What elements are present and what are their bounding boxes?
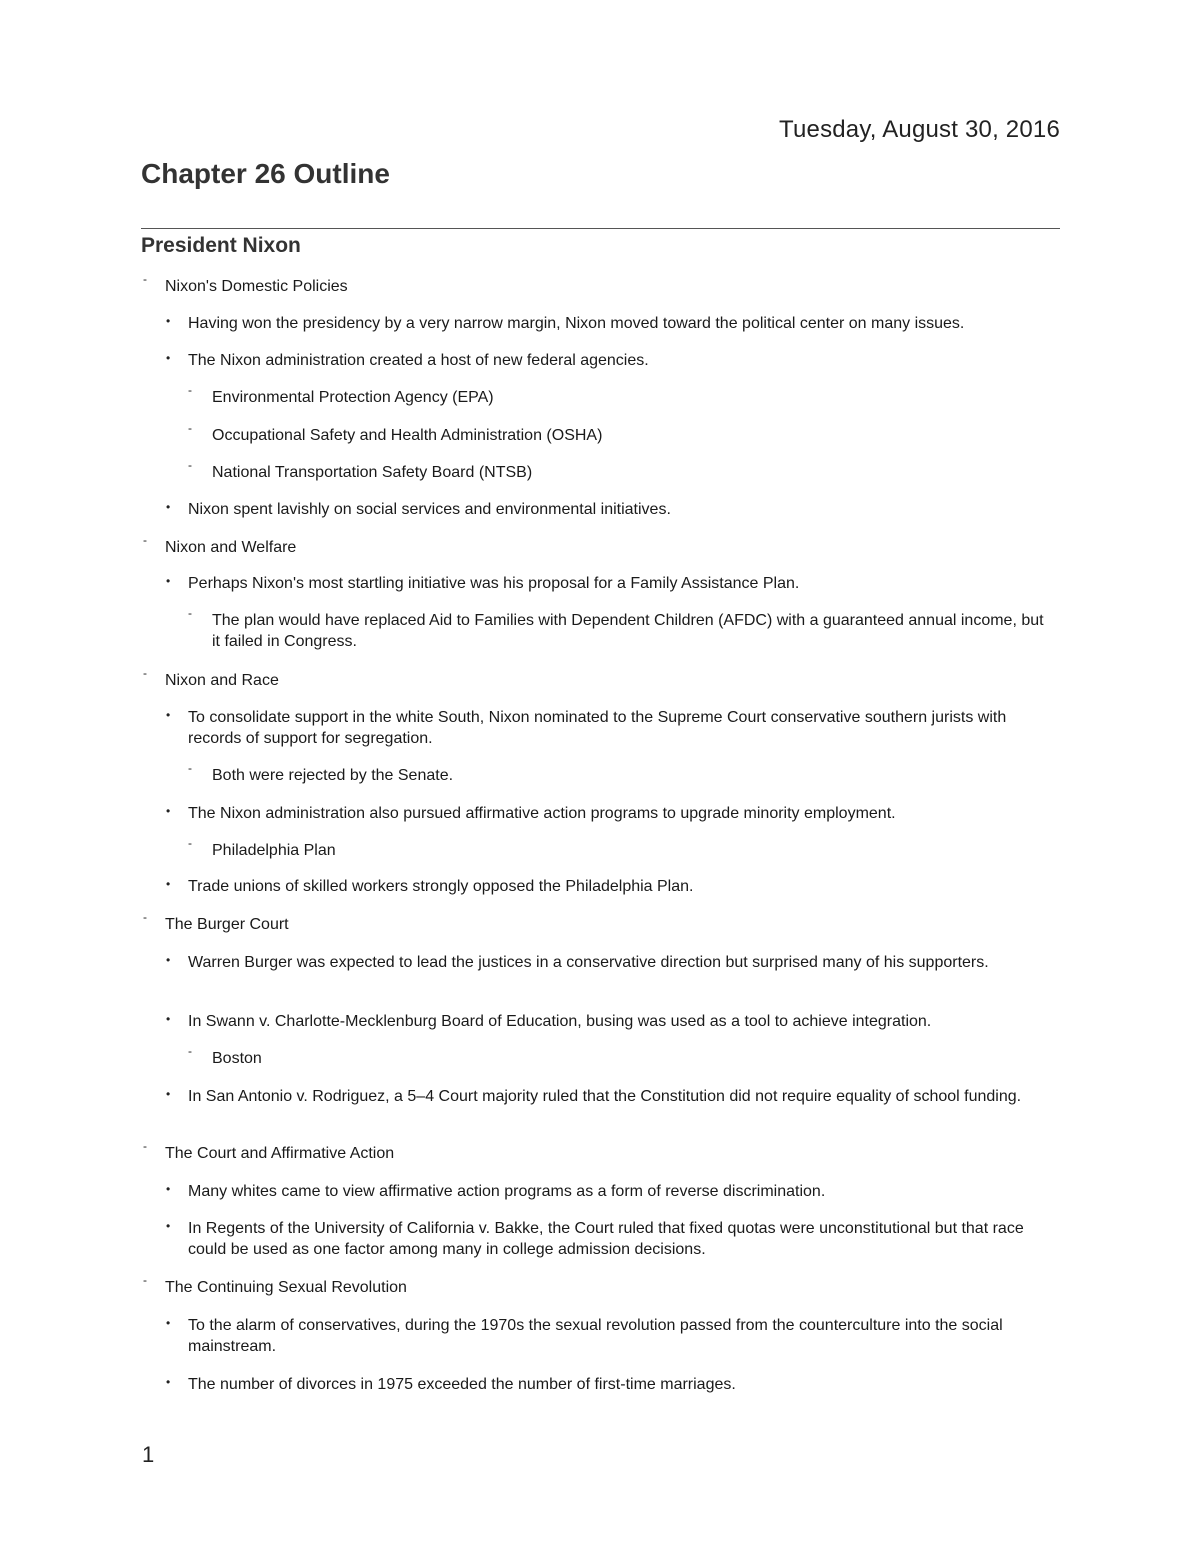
outline-item-level-1 [143, 1139, 1045, 1164]
dash-marker-icon: - [188, 383, 192, 397]
outline-item-level-3 [188, 383, 1047, 408]
bullet-marker-icon: • [166, 1182, 171, 1196]
dash-marker-icon: - [143, 666, 147, 680]
outline-item-text: Both were rejected by the Senate. [212, 767, 454, 784]
bullet-marker-icon: • [166, 314, 171, 328]
outline-item-level-2 [166, 350, 1056, 371]
outline-item-level-2 [166, 1086, 1056, 1107]
bullet-marker-icon: • [166, 351, 171, 365]
outline-item-level-2 [166, 1011, 1056, 1032]
dash-marker-icon: - [188, 421, 192, 435]
bullet-marker-icon: • [166, 708, 171, 722]
bullet-marker-icon: • [166, 804, 171, 818]
document-date: Tuesday, August 30, 2016 [779, 116, 1060, 143]
bullet-marker-icon: • [166, 1316, 171, 1330]
bullet-marker-icon: • [166, 877, 171, 891]
outline-item-text: Boston [212, 1050, 262, 1067]
outline-item-text: Environmental Protection Agency (EPA) [212, 389, 494, 406]
outline-item-level-2 [166, 1218, 1056, 1260]
outline-item-level-1 [143, 910, 1045, 935]
outline-item-text: To consolidate support in the white South, Nixon nominated to the Supreme Court conservative southern jurists with records of support for segregation. [188, 709, 1007, 747]
outline-item-level-3 [188, 761, 1047, 786]
outline-item-text: Occupational Safety and Health Administration (OSHA) [212, 427, 603, 444]
bullet-marker-icon: • [166, 500, 171, 514]
outline-item-text: Nixon and Race [165, 672, 279, 689]
outline-item-text: Many whites came to view affirmative action programs as a form of reverse discrimination. [188, 1183, 826, 1200]
bullet-marker-icon: • [166, 1012, 171, 1026]
bullet-marker-icon: • [166, 1087, 171, 1101]
outline-item-level-2 [166, 313, 1056, 334]
bullet-marker-icon: • [166, 953, 171, 967]
outline-item-level-2 [166, 573, 1056, 594]
dash-marker-icon: - [188, 606, 192, 620]
outline-item-text: Warren Burger was expected to lead the justices in a conservative direction but surprised many of his supporters. [188, 954, 989, 971]
outline-item-level-2 [166, 1181, 1056, 1202]
outline-item-level-1 [143, 666, 1045, 691]
page-title: Chapter 26 Outline [141, 158, 390, 189]
outline-item-level-2 [166, 876, 1056, 897]
outline-item-level-3 [188, 1044, 1047, 1069]
outline-item-level-2 [166, 707, 1056, 749]
outline-item-level-1 [143, 272, 1045, 297]
bullet-marker-icon: • [166, 1375, 171, 1389]
dash-marker-icon: - [188, 1044, 192, 1058]
outline-item-text: The number of divorces in 1975 exceeded the number of first-time marriages. [188, 1376, 736, 1393]
outline-item-text: In Swann v. Charlotte-Mecklenburg Board of Education, busing was used as a tool to achieve integration. [188, 1013, 932, 1030]
outline-item-text: The Continuing Sexual Revolution [165, 1279, 407, 1296]
outline-item-level-2 [166, 499, 1056, 520]
dash-marker-icon: - [143, 272, 147, 286]
dash-marker-icon: - [188, 458, 192, 472]
dash-marker-icon: - [188, 761, 192, 775]
outline-item-level-2 [166, 952, 1056, 973]
outline-item-text: In Regents of the University of California v. Bakke, the Court ruled that fixed quotas were unconstitutional but that race could be used as one factor among many in college admission decisions. [188, 1220, 1024, 1258]
outline-item-text: In San Antonio v. Rodriguez, a 5–4 Court majority ruled that the Constitution did not require equality of school funding. [188, 1088, 1022, 1105]
outline-item-level-3 [188, 421, 1047, 446]
outline-item-level-3 [188, 606, 1047, 652]
outline-item-text: Perhaps Nixon's most startling initiative was his proposal for a Family Assistance Plan. [188, 575, 800, 592]
outline-item-text: Nixon and Welfare [165, 539, 297, 556]
bullet-marker-icon: • [166, 574, 171, 588]
outline-item-text: Nixon's Domestic Policies [165, 278, 348, 295]
title-divider [141, 228, 1060, 229]
section-heading: President Nixon [141, 234, 301, 257]
bullet-marker-icon: • [166, 1219, 171, 1233]
dash-marker-icon: - [143, 910, 147, 924]
outline-item-level-1 [143, 533, 1045, 558]
outline-item-level-2 [166, 1374, 1056, 1395]
outline-item-level-3 [188, 836, 1047, 861]
outline-item-text: Nixon spent lavishly on social services and environmental initiatives. [188, 501, 671, 518]
dash-marker-icon: - [143, 1139, 147, 1153]
outline-item-text: The plan would have replaced Aid to Families with Dependent Children (AFDC) with a guaranteed annual income, but it failed in Congress. [212, 612, 1044, 650]
outline-item-text: Having won the presidency by a very narrow margin, Nixon moved toward the political center on many issues. [188, 315, 965, 332]
page-number: 1 [142, 1442, 155, 1467]
outline-item-level-1 [143, 1273, 1045, 1298]
outline-item-text: The Nixon administration also pursued affirmative action programs to upgrade minority employment. [188, 805, 896, 822]
outline-item-text: To the alarm of conservatives, during the 1970s the sexual revolution passed from the counterculture into the social mainstream. [188, 1317, 1003, 1355]
outline-item-text: Trade unions of skilled workers strongly opposed the Philadelphia Plan. [188, 878, 694, 895]
outline-item-text: The Court and Affirmative Action [165, 1145, 395, 1162]
dash-marker-icon: - [143, 533, 147, 547]
outline-item-text: The Nixon administration created a host of new federal agencies. [188, 352, 649, 369]
outline-item-text: The Burger Court [165, 916, 289, 933]
outline-item-level-2 [166, 1315, 1056, 1357]
outline-item-text: National Transportation Safety Board (NTSB) [212, 464, 533, 481]
outline-item-level-2 [166, 803, 1056, 824]
dash-marker-icon: - [143, 1273, 147, 1287]
outline-item-level-3 [188, 458, 1047, 483]
dash-marker-icon: - [188, 836, 192, 850]
outline-item-text: Philadelphia Plan [212, 842, 336, 859]
